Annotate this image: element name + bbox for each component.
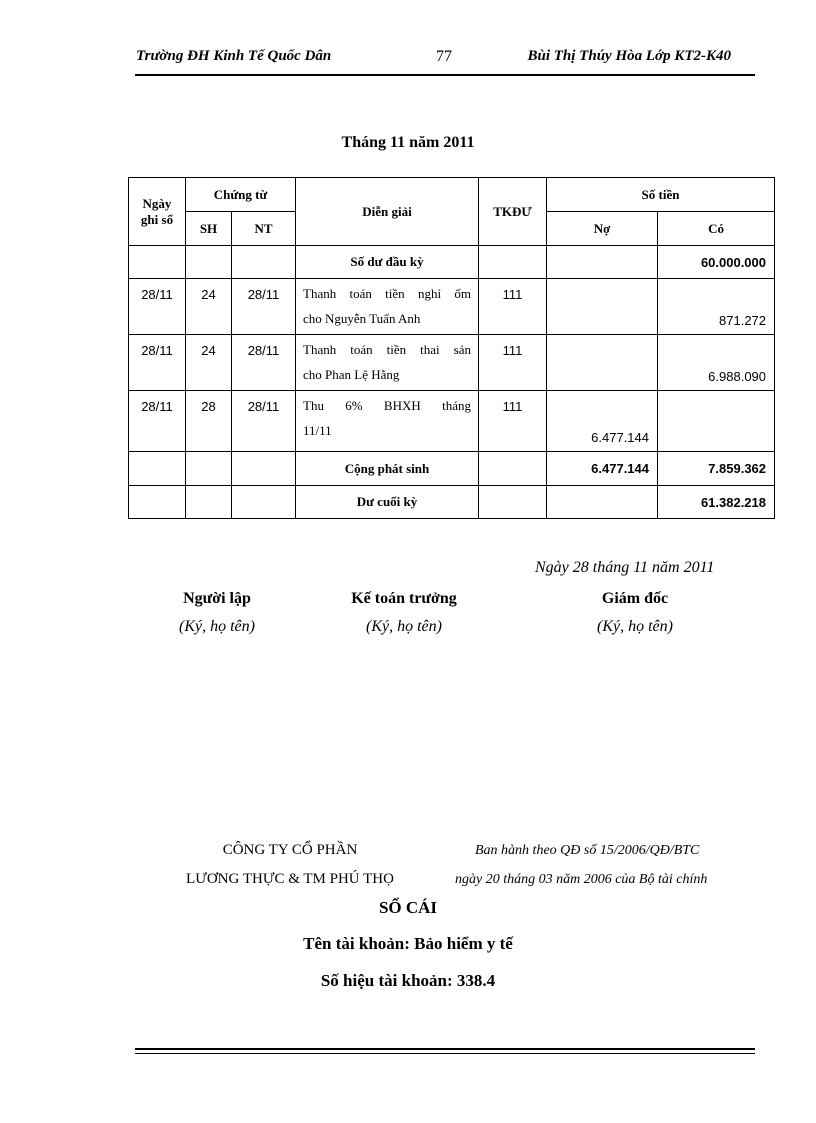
closing-label: Dư cuối kỳ bbox=[296, 486, 479, 519]
ledger-title: SỔ CÁI bbox=[378, 898, 438, 917]
row-tkdu: 111 bbox=[479, 335, 547, 391]
header-author: Bùi Thị Thúy Hòa Lớp KT2-K40 bbox=[527, 48, 731, 64]
signature-chief-accountant: Kế toán trưởng (Ký, họ tên) bbox=[351, 590, 457, 635]
row-description: Thanh toán tiền thai sản cho Phan Lệ Hằng bbox=[296, 335, 479, 391]
table-row bbox=[129, 335, 775, 391]
closing-balance-row bbox=[129, 486, 775, 519]
row-nt: 28/11 bbox=[232, 279, 296, 335]
ledger-table bbox=[128, 177, 775, 519]
account-name: Tên tài khoản: Bảo hiểm y tế bbox=[303, 934, 513, 953]
row-sh: 24 bbox=[186, 279, 232, 335]
header-tkdu: TKĐƯ bbox=[479, 178, 547, 246]
header-date: Ngày ghi sổ bbox=[129, 178, 186, 246]
row-credit: 871.272 bbox=[658, 279, 775, 335]
closing-credit: 61.382.218 bbox=[658, 486, 775, 519]
row-sh: 28 bbox=[186, 391, 232, 452]
row-date: 28/11 bbox=[129, 279, 186, 335]
row-tkdu: 111 bbox=[479, 279, 547, 335]
header-school: Trường ĐH Kinh Tế Quốc Dân bbox=[136, 48, 332, 64]
row-debit: 6.477.144 bbox=[547, 391, 658, 452]
row-sh: 24 bbox=[186, 335, 232, 391]
row-credit bbox=[658, 391, 775, 452]
row-debit bbox=[547, 279, 658, 335]
header-description: Diễn giải bbox=[296, 178, 479, 246]
decree-note: Ban hành theo QĐ số 15/2006/QĐ/BTC ngày 20 tháng 03 năm 2006 của Bộ tài chính bbox=[455, 843, 708, 887]
opening-credit: 60.000.000 bbox=[658, 246, 775, 279]
header-sh: SH bbox=[186, 212, 232, 246]
footer-rule bbox=[135, 1048, 755, 1054]
signature-date: Ngày 28 tháng 11 năm 2011 bbox=[535, 559, 715, 576]
opening-label: Số dư đầu kỳ bbox=[296, 246, 479, 279]
page-header bbox=[135, 46, 755, 76]
table-row bbox=[129, 279, 775, 335]
row-nt: 28/11 bbox=[232, 335, 296, 391]
row-description: Thu 6% BHXH tháng 11/11 bbox=[296, 391, 479, 452]
signature-director: Giám đốc (Ký, họ tên) bbox=[597, 590, 673, 635]
row-tkdu: 111 bbox=[479, 391, 547, 452]
row-nt: 28/11 bbox=[232, 391, 296, 452]
signature-preparer: Người lập (Ký, họ tên) bbox=[179, 590, 255, 635]
header-nt: NT bbox=[232, 212, 296, 246]
row-credit: 6.988.090 bbox=[658, 335, 775, 391]
total-row bbox=[129, 452, 775, 486]
row-debit bbox=[547, 335, 658, 391]
row-date: 28/11 bbox=[129, 391, 186, 452]
account-number: Số hiệu tài khoản: 338.4 bbox=[320, 971, 496, 990]
total-label: Cộng phát sinh bbox=[296, 452, 479, 486]
header-amount: Số tiền bbox=[547, 178, 775, 212]
total-debit: 6.477.144 bbox=[547, 452, 658, 486]
header-debit: Nợ bbox=[547, 212, 658, 246]
header-credit: Có bbox=[658, 212, 775, 246]
header-voucher: Chứng từ bbox=[186, 178, 296, 212]
opening-balance-row bbox=[129, 246, 775, 279]
row-description: Thanh toán tiền nghỉ ốm cho Nguyễn Tuấn Anh bbox=[296, 279, 479, 335]
company-name: CÔNG TY CỔ PHẦN LƯƠNG THỰC & TM PHÚ THỌ bbox=[186, 842, 394, 887]
month-title: Tháng 11 năm 2011 bbox=[341, 134, 475, 151]
page-number: 77 bbox=[436, 48, 452, 65]
total-credit: 7.859.362 bbox=[658, 452, 775, 486]
table-row bbox=[129, 391, 775, 452]
row-date: 28/11 bbox=[129, 335, 186, 391]
